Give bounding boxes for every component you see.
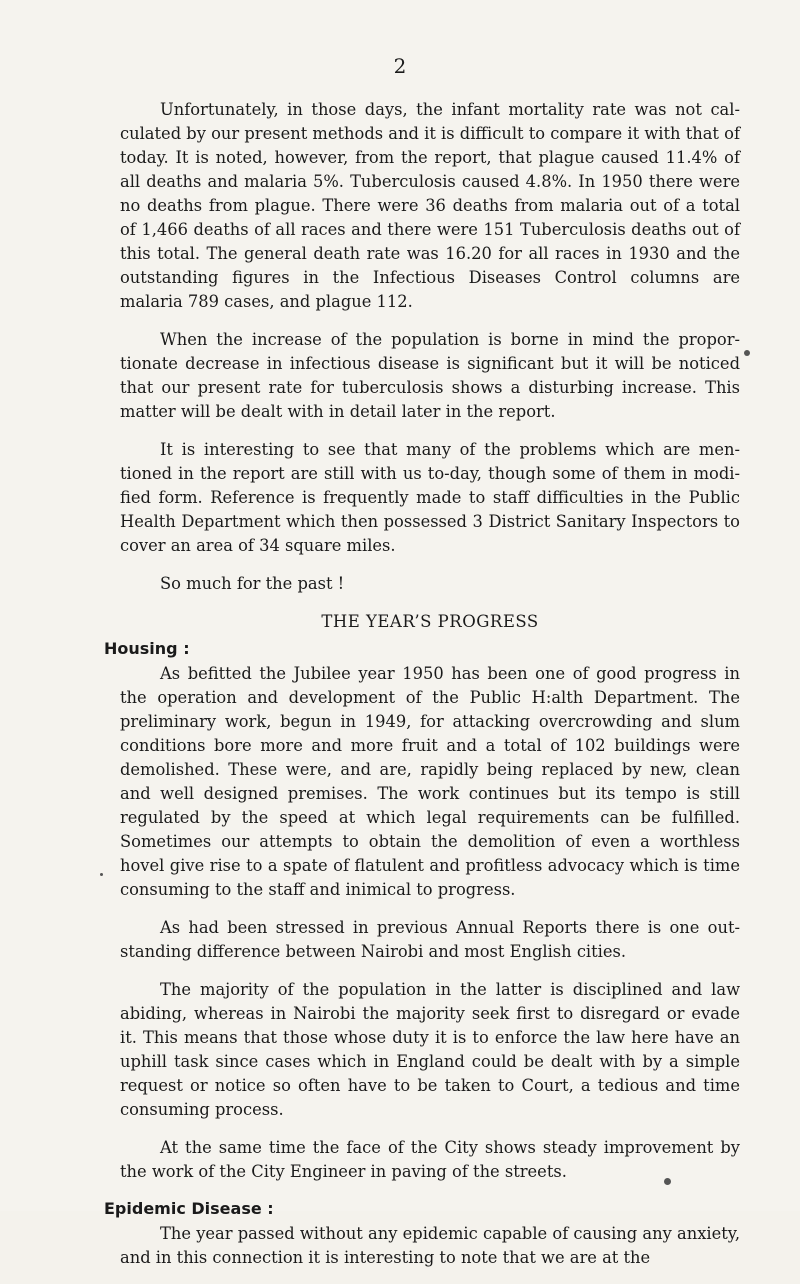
page-number: 2 xyxy=(393,54,407,78)
ink-speck xyxy=(744,350,750,356)
ink-speck xyxy=(664,1178,671,1185)
paragraph-problems-still-with-us: It is interesting to see that many of the problems which are mentioned in the report are still with us to-day, though some of them in modified form. Reference is frequently made to staff difficulties in the Public Health Department which then possessed 3 District Sanitary Inspectors to cover an area of 34 square miles. xyxy=(120,440,740,555)
paragraph-so-much-for-past: So much for the past ! xyxy=(160,574,345,593)
ink-speck xyxy=(100,873,103,876)
paragraph-population-increase: When the increase of the population is borne in mind the proportionate decrease in infectious disease is significant but it will be noticed that our present rate for tuberculosis shows a disturbing increase. This matter will be dealt with in detail later in the report. xyxy=(120,330,740,421)
subheading-epidemic-disease: Epidemic Disease : xyxy=(104,1199,274,1218)
section-heading-years-progress: THE YEAR’S PROGRESS xyxy=(321,612,539,631)
paragraph-infant-mortality: Unfortunately, in those days, the infant mortality rate was not calculated by our present methods and it is difficult to compare it with that of today. It is noted, however, from the report, that plague caused 11.4% of all deaths and malaria 5%. Tuberculosis caused 4.8%. In 1950 there were no deaths from plague. There were 36 deaths from malaria out of a total of 1,466 deaths of all races and there were 151 Tuberculosis deaths out of this total. The general death rate was 16.20 for all races in 1930 and the outstanding figures in the Infectious Diseases Control columns are malaria 789 cases, and plague 112. xyxy=(120,100,740,311)
paragraph-city-improvement: At the same time the face of the City shows steady improvement by the work of the City Engineer in paving of the streets. xyxy=(120,1138,740,1181)
body-text xyxy=(104,98,740,1284)
paragraph-majority-population: The majority of the population in the latter is disciplined and law abiding, whereas in Nairobi the majority seek first to disregard or evade it. This means that those whose duty it is to enforce the law here have an uphill task since cases which in England could be dealt with by a simple request or notice so often have to be taken to Court, a tedious and time consuming process. xyxy=(120,980,740,1119)
paragraph-jubilee-year: As befitted the Jubilee year 1950 has been one of good progress in the operation and development of the Public H:alth Department. The preliminary work, begun in 1949, for attacking overcrowding and slum conditions bore more and more fruit and a total of 102 buildings were demolished. These were, and are, rapidly being replaced by new, clean and well designed premises. The work continues but its tempo is still regulated by the speed at which legal requirements can be fulfilled. Sometimes our attempts to obtain the demolition of even a worthless hovel give rise to a spate of flatulent and profitless advocacy which is time consuming to the staff and inimical to progress. xyxy=(120,664,740,899)
paragraph-outstanding-difference: As had been stressed in previous Annual Reports there is one outstanding difference between Nairobi and most English cities. xyxy=(120,918,740,961)
paragraph-epidemic: The year passed without any epidemic capable of causing any anxiety, and in this connection it is interesting to note that we are at the xyxy=(120,1224,740,1267)
subheading-housing: Housing : xyxy=(104,639,190,658)
